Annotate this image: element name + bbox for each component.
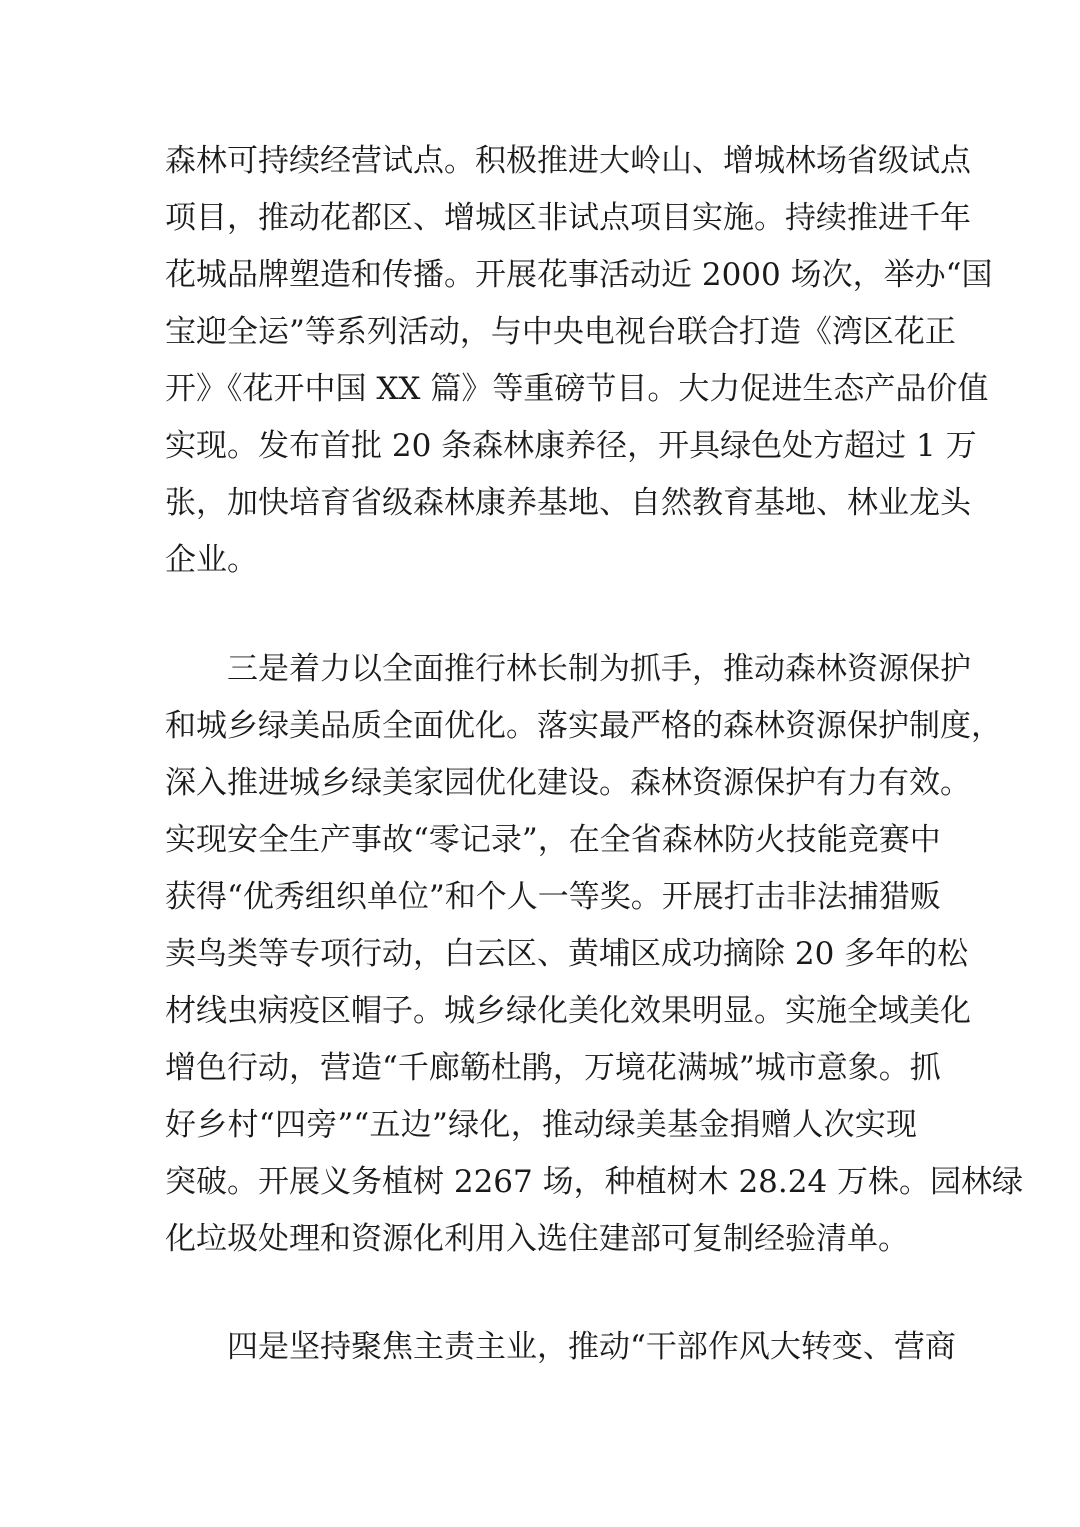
- text-line: 宝迎全运”等系列活动，与中央电视台联合打造《湾区花正: [165, 314, 956, 350]
- text-line: 和城乡绿美品质全面优化。落实最严格的森林资源保护制度，: [165, 708, 1002, 744]
- paragraph-forest-management: [165, 133, 993, 589]
- text-line: 增色行动，营造“千廊簕杜鹃，万境花满城”城市意象。抓: [165, 1050, 941, 1086]
- text-line: 化垃圾处理和资源化利用入选住建部可复制经验清单。: [165, 1221, 909, 1257]
- text-line: 卖鸟类等专项行动，白云区、黄埔区成功摘除 20 多年的松: [165, 936, 969, 972]
- text-line: 材线虫病疫区帽子。城乡绿化美化效果明显。实施全域美化: [165, 993, 971, 1029]
- text-line: 实现安全生产事故“零记录”，在全省森林防火技能竞赛中: [165, 822, 941, 858]
- text-line: 开》《花开中国 XX 篇》等重磅节目。大力促进生态产品价值: [165, 371, 989, 407]
- text-line: 好乡村“四旁”“五边”绿化，推动绿美基金捐赠人次实现: [165, 1107, 917, 1143]
- text-line: 深入推进城乡绿美家园优化建设。森林资源保护有力有效。: [165, 765, 971, 801]
- text-line: 获得“优秀组织单位”和个人一等奖。开展打击非法捕猎贩: [165, 879, 941, 915]
- text-line: 三是着力以全面推行林长制为抓手，推动森林资源保护: [227, 651, 971, 687]
- text-line: 花城品牌塑造和传播。开展花事活动近 2000 场次，举办“国: [165, 257, 993, 293]
- paragraph-forest-chief-system: [165, 641, 1024, 1268]
- text-line: 张，加快培育省级森林康养基地、自然教育基地、林业龙头: [165, 485, 971, 521]
- text-line: 企业。: [165, 542, 258, 578]
- text-line: 森林可持续经营试点。积极推进大岭山、增城林场省级试点: [165, 143, 971, 179]
- text-line: 突破。开展义务植树 2267 场，种植树木 28.24 万株。园林绿: [165, 1164, 1024, 1200]
- paragraph-core-responsibilities: [165, 1319, 956, 1376]
- text-line: 实现。发布首批 20 条森林康养径，开具绿色处方超过 1 万: [165, 428, 977, 464]
- text-line: 项目，推动花都区、增城区非试点项目实施。持续推进千年: [165, 200, 971, 236]
- text-line: 四是坚持聚焦主责主业，推动“干部作风大转变、营商: [227, 1329, 956, 1365]
